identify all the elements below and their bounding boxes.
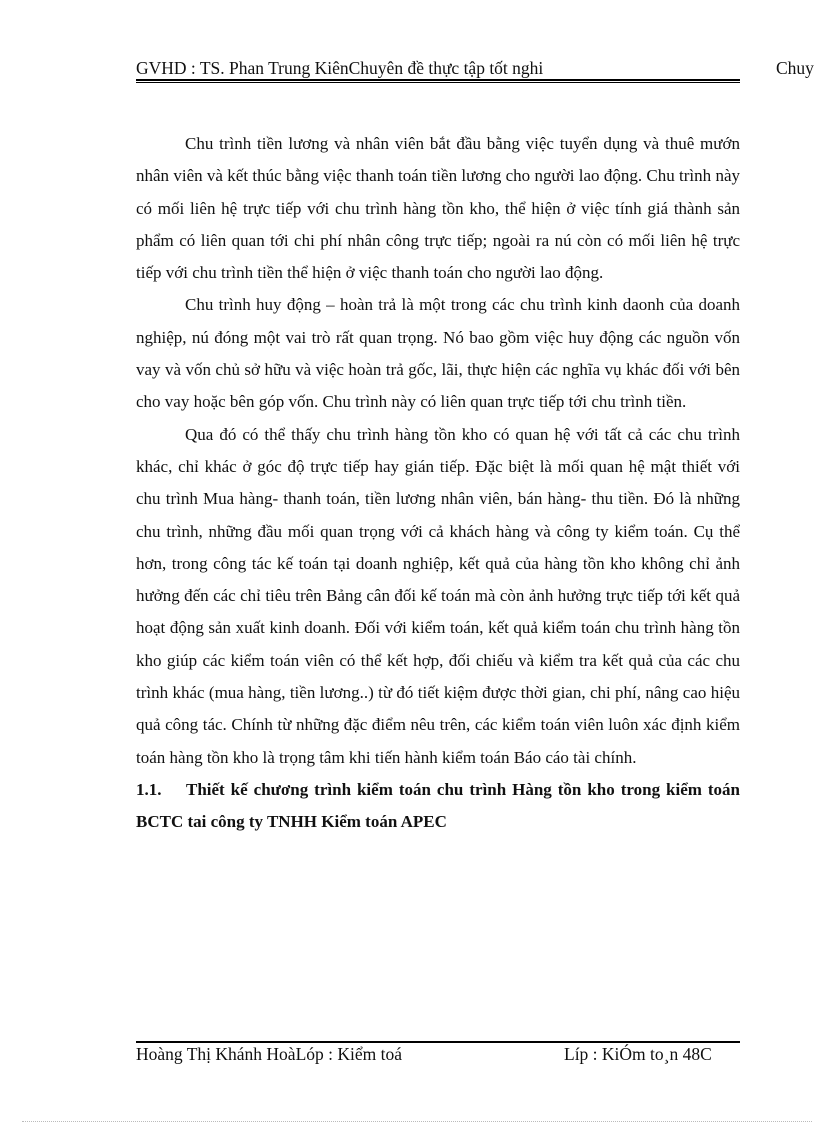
footer-right-text: Líp : KiÓm to¸n 48C (564, 1044, 712, 1064)
paragraph-payroll-cycle: Chu trình tiền lương và nhân viên bắt đầu bằng việc tuyển dụng và thuê mướn nhân viên và kết thúc bằng việc thanh toán tiền lương cho người lao động. Chu trình này có mối liên hệ trực tiếp với chu trình hàng tồn kho, thể hiện ở việc tính giá thành sản phẩm có liên quan tới chi phí nhân công trực tiếp; ngoài ra nú còn có mối liên hệ trực tiếp với chu trình tiền thể hiện ở việc thanh toán cho người lao động. (136, 134, 740, 283)
page-edge-dotted-line (22, 1121, 812, 1122)
footer-left-text: Hoàng Thị Khánh HoàLóp : Kiểm toá (136, 1044, 403, 1064)
paragraph-financing-cycle: Chu trình huy động – hoàn trả là một trong các chu trình kinh daonh của doanh nghiệp, nú đóng một vai trò rất quan trọng. Nó bao gồm việc huy động các nguồn vốn vay và vốn chủ sở hữu và việc hoàn trả gốc, lãi, thực hiện các nghĩa vụ khác đối với bên cho vay hoặc bên góp vốn. Chu trình này có liên quan trực tiếp tới chu trình tiền. (136, 295, 740, 412)
header-left-text: GVHD : TS. Phan Trung KiênChuyên đề thực tập tốt nghi (136, 58, 544, 78)
section-number: 1.1. (136, 779, 162, 799)
section-title: Thiết kế chương trình kiểm toán chu trình Hàng tồn kho trong kiểm toán BCTC tai công ty TNHH Kiểm toán APEC (136, 779, 740, 832)
page-body (136, 128, 740, 839)
paragraph-inventory-relations: Qua đó có thể thấy chu trình hàng tồn kho có quan hệ với tất cả các chu trình khác, chỉ khác ở góc độ trực tiếp hay gián tiếp. Đặc biệt là mối quan hệ mật thiết với chu trình Mua hàng- thanh toán, tiền lương nhân viên, bán hàng- thu tiền. Đó là những chu trình, những đầu mối quan trọng với cả khách hàng và công ty kiểm toán. Cụ thể hơn, trong công tác kế toán tại doanh nghiệp, kết quả của hàng tồn kho không chỉ ảnh hưởng đến các chỉ tiêu trên Bảng cân đối kế toán mà còn ảnh hưởng trực tiếp tới kết quả hoạt động sản xuất kinh doanh. Đối với kiểm toán, kết quả kiểm toán chu trình hàng tồn kho giúp các kiểm toán viên có thể kết hợp, đối chiếu và kiểm tra kết quả của các chu trình khác (mua hàng, tiền lương..) từ đó tiết kiệm được thời gian, chi phí, nâng cao hiệu quả công tác. Chính từ những đặc điểm nêu trên, các kiểm toán viên luôn xác định kiểm toán hàng tồn kho là trọng tâm khi tiến hành kiểm toán Báo cáo tài chính. (136, 424, 740, 767)
header-right-text: Chuy (776, 58, 814, 78)
footer-rule (136, 1041, 740, 1043)
header-rule-thick (136, 79, 740, 81)
header-rule-thin (136, 82, 740, 83)
section-heading (136, 774, 740, 839)
